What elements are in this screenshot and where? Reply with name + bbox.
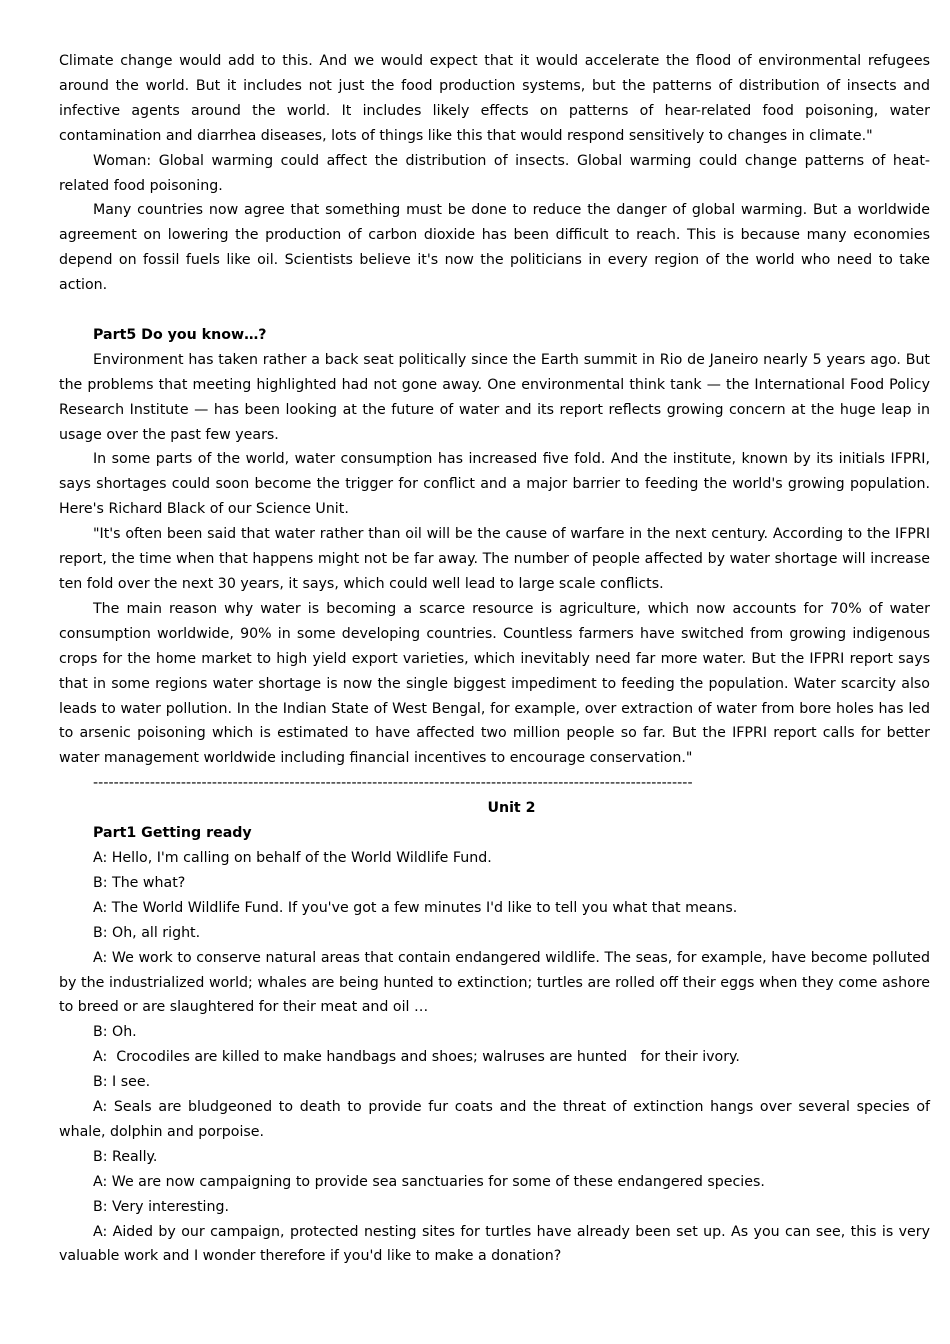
dialog-line: A: We work to conserve natural areas that contain endangered wildlife. The seas, for example, have become polluted by the industrialized world; whales are being hunted to extinction; turtles are rolled off their eggs when they come ashore to breed or are slaughtered for their meat and oil … xyxy=(59,949,930,1016)
paragraph: Many countries now agree that something must be done to reduce the danger of global warming. But a worldwide agreement on lowering the production of carbon dioxide has been difficult to reach. This is because many economies depend on fossil fuels like oil. Scientists believe it's now the politicians in every region of the world who need to take action. xyxy=(59,202,930,294)
dialog-line: A: Hello, I'm calling on behalf of the World Wildlife Fund. xyxy=(93,849,492,866)
paragraph: Woman: Global warming could affect the distribution of insects. Global warming could change patterns of heat-related food poisoning. xyxy=(59,152,930,194)
dialog-line: B: I see. xyxy=(93,1074,151,1091)
section-heading-part1: Part1 Getting ready xyxy=(93,825,252,842)
paragraph: The main reason why water is becoming a scarce resource is agriculture, which now accounts for 70% of water consumption worldwide, 90% in some developing countries. Countless farmers have switched from growing indigenous crops for the home market to high yield export varieties, which inevitably need far more water. But the IFPRI report says that in some regions water shortage is now the single biggest impediment to feeding the population. Water scarcity also leads to water pollution. In the Indian State of West Bengal, for example, over extraction of water from bore holes has led to arsenic poisoning which is estimated to have affected two million people so far. But the IFPRI report calls for better water management worldwide including financial incentives to encourage conservation." xyxy=(59,600,930,767)
dialog-line: B: Really. xyxy=(93,1148,158,1165)
dialog-line: A: Crocodiles are killed to make handbags and shoes; walruses are hunted for their ivory. xyxy=(93,1049,740,1066)
dialog-line: B: Oh, all right. xyxy=(93,924,201,941)
dialog-line: B: Very interesting. xyxy=(93,1198,229,1215)
dialog-line: A: Aided by our campaign, protected nesting sites for turtles have already been set up. As you can see, this is very valuable work and I wonder therefore if you'd like to make a donation? xyxy=(59,1223,930,1265)
dialog-line: A: We are now campaigning to provide sea sanctuaries for some of these endangered species. xyxy=(93,1173,765,1190)
unit-title: Unit 2 xyxy=(487,800,536,817)
dialog-line: A: Seals are bludgeoned to death to provide fur coats and the threat of extinction hangs over several species of whale, dolphin and porpoise. xyxy=(59,1099,930,1140)
section-heading-part5: Part5 Do you know…? xyxy=(93,326,267,343)
paragraph: Environment has taken rather a back seat politically since the Earth summit in Rio de Janeiro nearly 5 years ago. But the problems that meeting highlighted had not gone away. One environmental think tank — the International Food Policy Research Institute — has been looking at the future of water and its report reflects growing concern at the huge leap in usage over the past few years. xyxy=(59,351,930,443)
dialog-line: A: The World Wildlife Fund. If you've got a few minutes I'd like to tell you what that means. xyxy=(93,899,738,916)
paragraph: Climate change would add to this. And we would expect that it would accelerate the flood of environmental refugees around the world. But it includes not just the food production systems, but the patterns of distribution of insects and infective agents around the world. It includes likely effects on patterns of hear-related food poisoning, water contamination and diarrhea diseases, lots of things like this that would respond sensitively to changes in climate." xyxy=(59,53,930,144)
section-divider: -------------------------------------------------------------------------------------------------------------------- xyxy=(93,775,693,792)
paragraph: "It's often been said that water rather than oil will be the cause of warfare in the next century. According to the IFPRI report, the time when that happens might not be far away. The number of people affected by water shortage will increase ten fold over the next 30 years, it says, which could well lead to large scale conflicts. xyxy=(59,526,930,593)
paragraph: In some parts of the world, water consumption has increased five fold. And the institute, known by its initials IFPRI, says shortages could soon become the trigger for conflict and a major barrier to feeding the world's growing population. Here's Richard Black of our Science Unit. xyxy=(59,451,930,518)
document-page xyxy=(59,49,930,1269)
dialog-line: B: The what? xyxy=(93,874,186,891)
dialog-line: B: Oh. xyxy=(93,1024,137,1041)
blank-line xyxy=(59,298,930,323)
